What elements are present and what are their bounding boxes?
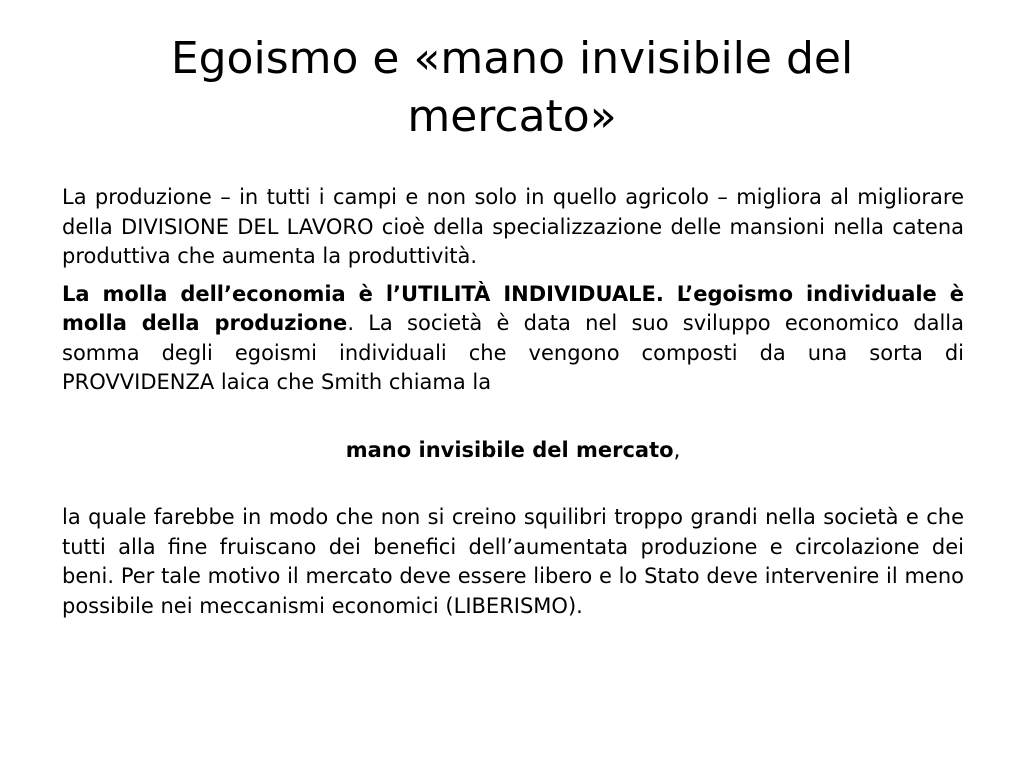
- slide-body: [62, 183, 964, 621]
- paragraph-liberalism: la quale farebbe in modo che non si creino squilibri troppo grandi nella società e che tutti alla fine fruiscano dei benefici dell’aumentata produzione e circolazione dei beni. Per tale motivo il mercato deve essere libero e lo Stato deve intervenire il meno possibile nei meccanismi economici (LIBERISMO).: [62, 505, 964, 618]
- invisible-hand-line: [62, 436, 964, 466]
- paragraph-individual-utility-bold: La molla dell’economia è l’UTILITÀ INDIVIDUALE. L’egoismo individuale è molla della produzione: [62, 281, 964, 335]
- paragraph-division-of-labour: La produzione – in tutti i campi e non solo in quello agricolo – migliora al migliorare della DIVISIONE DEL LAVORO cioè della specializzazione delle mansioni nella catena produttiva che aumenta la produttività.: [62, 185, 964, 268]
- invisible-hand-suffix: ,: [673, 437, 681, 462]
- paragraph-individual-utility-rest: . La società è data nel suo sviluppo economico dalla somma degli egoismi individuali che vengono composti da una sorta di PROVVIDENZA laica che Smith chiama la: [62, 311, 964, 394]
- invisible-hand-bold: mano invisibile del mercato: [345, 437, 674, 462]
- paragraph-individual-utility: [62, 280, 964, 398]
- slide-title: Egoismo e «mano invisibile del mercato»: [170, 33, 854, 142]
